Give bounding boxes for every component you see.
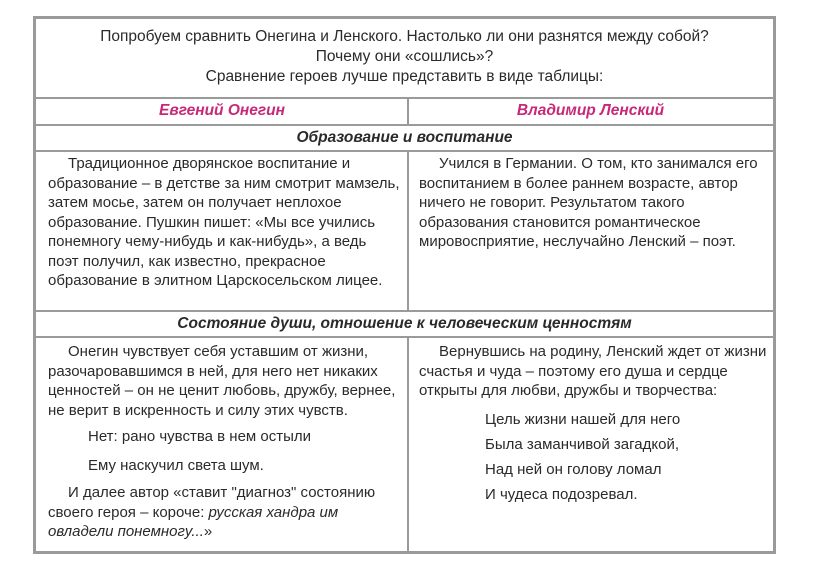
column-header-onegin: Евгений Онегин [159,102,285,119]
cell-lensky-soul [419,342,771,507]
lensky-soul-text: Вернувшись на родину, Ленский ждет от жизни счастья и чуда – поэтому его душа и сердце открыты для любви, дружбы и творчества: [419,343,767,399]
intro-line-1: Попробуем сравнить Онегина и Ленского. Настолько ли они разнятся между собой? [100,28,709,45]
onegin-diagnosis-quote: русская хандра им овладели понемногу... [48,503,339,540]
divider [36,336,773,338]
column-header-lensky: Владимир Ленский [516,102,665,119]
cell-lensky-education [419,154,771,252]
intro-line-3: Сравнение героев лучше представить в виде таблицы: [205,68,604,85]
lensky-verse-line: Была заманчивой загадкой, [485,435,680,453]
cell-onegin-soul [48,342,400,542]
section-title-soul: Состояние души, отношение к человеческим ценностям [177,315,632,332]
cell-onegin-education [48,154,400,291]
onegin-verse-line: Ему наскучил света шум. [88,457,264,474]
onegin-diagnosis-end: » [203,523,213,540]
comparison-table [33,16,776,554]
lensky-verse-line: И чудеса подозревал. [485,485,638,503]
lensky-verse-line: Цель жизни нашей для него [485,410,681,428]
intro-line-2: Почему они «сошлись»? [315,48,494,65]
column-divider [407,151,409,310]
section-title-education: Образование и воспитание [296,129,513,146]
onegin-soul-text: Онегин чувствует себя уставшим от жизни, разочаровавшимся в ней, для него нет никаких ценностей – он не ценит любовь, дружбу, вернее, не верит в искренность и силу этих чувств. [48,343,396,419]
onegin-verse-line: Нет: рано чувства в нем остыли [88,428,312,445]
column-divider [407,337,409,551]
onegin-education-text: Традиционное дворянское воспитание и образование – в детстве за ним смотрит мамзель, затем мосье, затем он получает неплохое образование. Пушкин пишет: «Мы все учились понемногу чему-нибудь и как-нибудь», а ведь поэт получил, как известно, прекрасное образование в элитном Царскосельском лицее. [48,155,400,289]
lensky-verse-line: Над ней он голову ломал [485,460,662,478]
onegin-diagnosis-text [48,483,400,542]
lensky-education-text: Учился в Германии. О том, кто занимался его воспитанием в более раннем возрасте, автор ничего не говорит. Результатом такого образования становится романтическое мировосприятие, неслучайно Ленский – поэт. [419,155,758,250]
divider [36,150,773,152]
column-divider [407,98,409,124]
intro-text [36,19,773,98]
onegin-diagnosis-lead: И далее автор «ставит "диагноз" состоянию своего героя – короче: [48,484,376,521]
